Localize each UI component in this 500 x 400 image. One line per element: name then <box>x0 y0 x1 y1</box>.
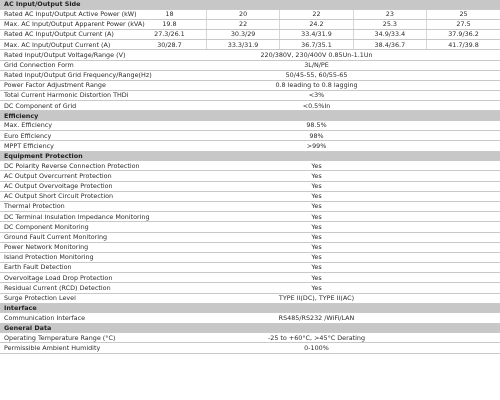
section-title: Efficiency <box>0 111 500 121</box>
spec-value: Yes <box>133 242 500 252</box>
spec-label: Max. AC Input/Output Apparent Power (kVA) <box>0 19 133 29</box>
section-title: Equipment Protection <box>0 151 500 161</box>
spec-value: <0.5%In <box>133 101 500 111</box>
spec-row <box>0 101 500 111</box>
spec-label: Grid Connection Form <box>0 60 133 70</box>
spec-value: Yes <box>133 181 500 191</box>
spec-value: 18 <box>133 9 206 19</box>
spec-label: Operating Temperature Range (°C) <box>0 333 133 343</box>
spec-row <box>0 222 500 232</box>
spec-label: Power Factor Adjustment Range <box>0 80 133 90</box>
spec-value: 22 <box>206 19 279 29</box>
spec-label: Rated Input/Output Grid Frequency/Range(Hz) <box>0 70 133 80</box>
spec-value: 50/45-55, 60/55-65 <box>133 70 500 80</box>
spec-value: 27.3/26.1 <box>133 29 206 39</box>
spec-value: 98.5% <box>133 121 500 131</box>
spec-value: Yes <box>133 161 500 171</box>
spec-value: 27.5 <box>427 19 500 29</box>
spec-row <box>0 70 500 80</box>
spec-label: Rated Input/Output Voltage/Range (V) <box>0 50 133 60</box>
spec-value: Yes <box>133 263 500 273</box>
spec-row <box>0 40 500 50</box>
spec-value: 0.8 leading to 0.8 lagging <box>133 80 500 90</box>
spec-label: DC Terminal Insulation Impedance Monitoring <box>0 212 133 222</box>
spec-label: MPPT Efficiency <box>0 141 133 151</box>
spec-label: DC Component of Grid <box>0 101 133 111</box>
section-header <box>0 323 500 333</box>
spec-value: 30.3/29 <box>206 29 279 39</box>
spec-label: Overvoltage Load Drop Protection <box>0 273 133 283</box>
spec-row <box>0 50 500 60</box>
spec-row <box>0 242 500 252</box>
spec-value: Yes <box>133 232 500 242</box>
spec-row <box>0 313 500 323</box>
spec-label: AC Output Short Circuit Protection <box>0 191 133 201</box>
spec-value: >99% <box>133 141 500 151</box>
spec-label: Ground Fault Current Monitoring <box>0 232 133 242</box>
spec-value: Yes <box>133 283 500 293</box>
spec-value: Yes <box>133 171 500 181</box>
spec-value: 25 <box>427 9 500 19</box>
section-header <box>0 151 500 161</box>
spec-label: Total Current Harmonic Distortion THDi <box>0 91 133 101</box>
spec-value: <3% <box>133 91 500 101</box>
spec-value: -25 to +60°C, >45°C Derating <box>133 333 500 343</box>
spec-value: 23 <box>353 9 426 19</box>
spec-label: Permissible Ambient Humidity <box>0 343 133 353</box>
spec-value: Yes <box>133 201 500 211</box>
spec-value: 41.7/39.8 <box>427 40 500 50</box>
spec-value: Yes <box>133 191 500 201</box>
spec-value: 0-100% <box>133 343 500 353</box>
spec-row <box>0 121 500 131</box>
spec-value: Yes <box>133 273 500 283</box>
spec-value: 20 <box>206 9 279 19</box>
spec-value: Yes <box>133 222 500 232</box>
spec-value: RS485/RS232 /WiFi/LAN <box>133 313 500 323</box>
spec-value: Yes <box>133 212 500 222</box>
section-header <box>0 0 500 9</box>
spec-row <box>0 171 500 181</box>
spec-label: Rated AC Input/Output Current (A) <box>0 29 133 39</box>
spec-value: 24.2 <box>280 19 353 29</box>
spec-label: Max. AC Input/Output Current (A) <box>0 40 133 50</box>
spec-label: DC Component Monitoring <box>0 222 133 232</box>
spec-value: 30/28.7 <box>133 40 206 50</box>
section-header <box>0 111 500 121</box>
section-header <box>0 303 500 313</box>
spec-label: Residual Current (RCD) Detection <box>0 283 133 293</box>
spec-row <box>0 91 500 101</box>
spec-label: Euro Efficiency <box>0 131 133 141</box>
section-title: Interface <box>0 303 500 313</box>
spec-row <box>0 201 500 211</box>
spec-value: 34.9/33.4 <box>353 29 426 39</box>
spec-value: 220/380V, 230/400V 0.85Un-1.1Un <box>133 50 500 60</box>
spec-value: 33.4/31.9 <box>280 29 353 39</box>
spec-label: Power Network Monitoring <box>0 242 133 252</box>
spec-value: 33.3/31.9 <box>206 40 279 50</box>
spec-row <box>0 141 500 151</box>
spec-row <box>0 181 500 191</box>
spec-row <box>0 60 500 70</box>
spec-label: Max. Efficiency <box>0 121 133 131</box>
spec-row <box>0 252 500 262</box>
spec-label: AC Output Overvoltage Protection <box>0 181 133 191</box>
spec-label: Thermal Protection <box>0 201 133 211</box>
spec-label: DC Polarity Reverse Connection Protection <box>0 161 133 171</box>
spec-value: 38.4/36.7 <box>353 40 426 50</box>
spec-row <box>0 161 500 171</box>
spec-row <box>0 333 500 343</box>
spec-row <box>0 80 500 90</box>
spec-row <box>0 293 500 303</box>
spec-label: Rated AC Input/Output Active Power (kW) <box>0 9 133 19</box>
spec-row <box>0 343 500 353</box>
spec-value: 22 <box>280 9 353 19</box>
spec-row <box>0 232 500 242</box>
spec-value: 98% <box>133 131 500 141</box>
spec-row <box>0 283 500 293</box>
spec-value: 25.3 <box>353 19 426 29</box>
spec-value: TYPE II(DC), TYPE II(AC) <box>133 293 500 303</box>
spec-row <box>0 263 500 273</box>
spec-value: 36.7/35.1 <box>280 40 353 50</box>
spec-row <box>0 9 500 19</box>
spec-label: Surge Protection Level <box>0 293 133 303</box>
spec-row <box>0 131 500 141</box>
spec-row <box>0 191 500 201</box>
spec-row <box>0 19 500 29</box>
spec-value: 37.9/36.2 <box>427 29 500 39</box>
section-title: General Data <box>0 323 500 333</box>
spec-value: 19.8 <box>133 19 206 29</box>
spec-label: AC Output Overcurrent Protection <box>0 171 133 181</box>
section-title: AC Input/Output Side <box>0 0 500 9</box>
spec-label: Communication Interface <box>0 313 133 323</box>
spec-label: Island Protection Monitoring <box>0 252 133 262</box>
spec-value: 3L/N/PE <box>133 60 500 70</box>
spec-value: Yes <box>133 252 500 262</box>
spec-row <box>0 29 500 39</box>
spec-row <box>0 273 500 283</box>
spec-row <box>0 212 500 222</box>
spec-label: Earth Fault Detection <box>0 263 133 273</box>
